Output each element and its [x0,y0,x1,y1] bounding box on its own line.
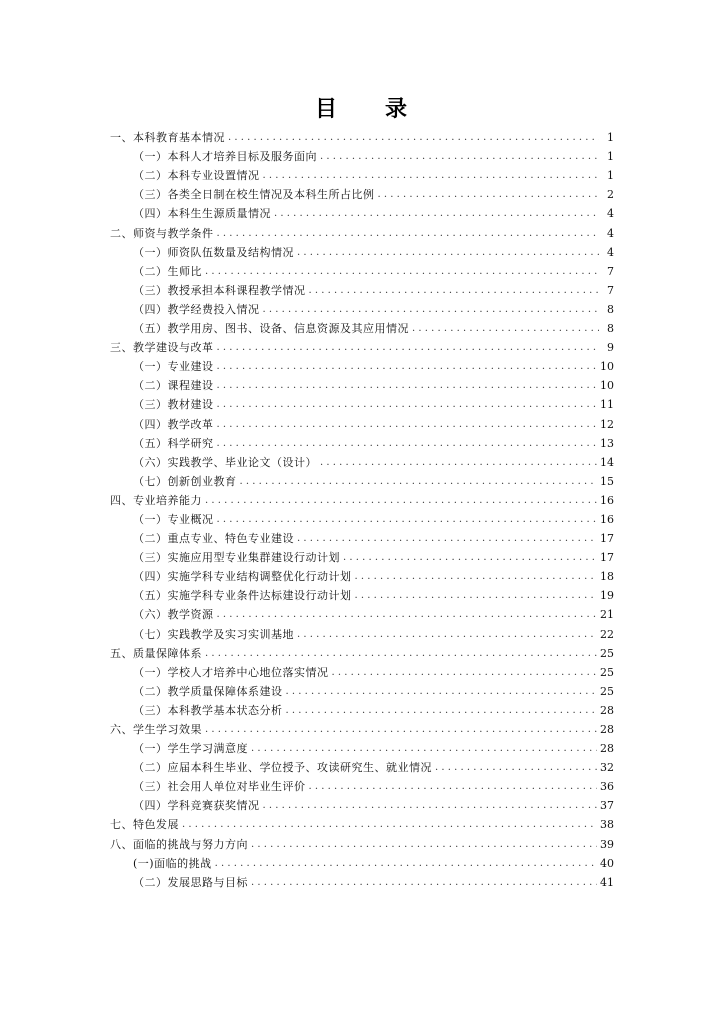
toc-title-char-2: 录 [385,97,410,122]
toc-entry-label: （二）生师比 [133,264,202,278]
toc-dot-leader [251,742,597,755]
toc-dot-leader [355,589,598,602]
toc-subsection-entry[interactable] [110,163,614,182]
toc-page-number: 9 [607,341,614,355]
toc-dot-leader [228,131,599,144]
toc-dot-leader [286,685,598,698]
toc-subsection-entry[interactable] [110,851,614,870]
toc-entry-label: （二）应届本科生毕业、学位授予、攻读研究生、就业情况 [133,761,432,775]
toc-entry-label: （二）重点专业、特色专业建设 [133,532,294,546]
toc-dot-leader [309,284,600,297]
toc-page-number: 22 [600,627,614,641]
toc-entry-label: （三）各类全日制在校生情况及本科生所占比例 [133,188,375,202]
toc-entry-label: （一）本科人才培养目标及服务面向 [133,150,317,164]
toc-dot-leader [320,456,597,469]
toc-entry-label: （五）科学研究 [133,436,214,450]
toc-dot-leader [320,150,599,163]
toc-dot-leader [215,857,597,870]
toc-entry-label: 六、学生学习效果 [110,723,202,736]
toc-page-number: 28 [600,723,614,736]
toc-page-number: 10 [600,379,614,393]
toc-section-entry[interactable] [110,641,614,660]
toc-section-entry[interactable] [110,812,614,831]
toc-entry-label: （三）教授承担本科课程教学情况 [133,283,306,297]
toc-dot-leader [251,838,597,851]
toc-dot-leader [217,341,600,354]
toc-section-entry[interactable] [110,831,614,850]
toc-page-number: 1 [607,150,614,164]
toc-subsection-entry[interactable] [110,698,614,717]
toc-subsection-entry[interactable] [110,870,614,889]
toc-dot-leader [263,169,600,182]
toc-page-number: 32 [600,761,614,775]
toc-dot-leader [263,799,598,812]
toc-dot-leader [217,227,600,240]
toc-page-number: 28 [600,742,614,756]
toc-entry-label: （一）专业建设 [133,360,214,374]
toc-page-number: 41 [600,875,614,889]
toc-page-number: 4 [607,245,614,259]
toc-dot-leader [217,418,598,431]
toc-entry-label: （四）实施学科专业结构调整优化行动计划 [133,570,352,584]
toc-page-number: 7 [607,283,614,297]
toc-entry-label: 二、师资与教学条件 [110,226,214,240]
toc-dot-leader [412,322,599,335]
toc-dot-leader [182,818,597,831]
toc-entry-label: （二）发展思路与目标 [133,875,248,889]
toc-section-entry[interactable] [110,488,614,507]
toc-subsection-entry[interactable] [110,469,614,488]
toc-entry-label: 一、本科教育基本情况 [110,131,225,145]
toc-entry-label: （四）教学改革 [133,417,214,431]
toc-entry-label: （六）实践教学、毕业论文（设计） [133,455,317,469]
toc-dot-leader [355,570,598,583]
toc-subsection-entry[interactable] [110,411,614,430]
toc-entry-label: （四）本科生生源质量情况 [133,207,271,221]
toc-subsection-entry[interactable] [110,182,614,201]
toc-page-number: 18 [600,570,614,584]
toc-subsection-entry[interactable] [110,755,614,774]
toc-page-number: 14 [600,455,614,469]
toc-dot-leader [205,723,597,736]
toc-page-number: 10 [600,360,614,374]
toc-subsection-entry[interactable] [110,736,614,755]
toc-page-number: 36 [600,780,614,794]
toc-page-number: 38 [600,818,614,832]
toc-page-number: 15 [600,474,614,488]
toc-entry-label: （二）课程建设 [133,379,214,393]
toc-section-entry[interactable] [110,125,614,144]
toc-dot-leader [286,704,598,717]
toc-subsection-entry[interactable] [110,621,614,640]
toc-page-number: 37 [600,799,614,813]
toc-dot-leader [263,303,600,316]
toc-entry-label: （七）实践教学及实习实训基地 [133,627,294,641]
toc-title [0,92,724,123]
toc-dot-leader [435,761,597,774]
toc-page-number: 1 [607,169,614,183]
toc-page-number: 21 [600,608,614,622]
toc-subsection-entry[interactable] [110,297,614,316]
toc-section-entry[interactable] [110,717,614,736]
toc-subsection-entry[interactable] [110,316,614,335]
toc-subsection-entry[interactable] [110,583,614,602]
toc-page-number: 7 [607,264,614,278]
toc-section-entry[interactable] [110,220,614,239]
toc-dot-leader [217,513,598,526]
toc-subsection-entry[interactable] [110,774,614,793]
toc-entry-label: （三）实施应用型专业集群建设行动计划 [133,551,340,565]
toc-dot-leader [205,494,597,507]
toc-subsection-entry[interactable] [110,793,614,812]
toc-entry-label: 八、面临的挑战与努力方向 [110,837,248,851]
toc-dot-leader [297,532,597,545]
toc-page-number: 8 [607,322,614,336]
toc-page-number: 39 [600,837,614,851]
toc-dot-leader [217,608,598,621]
toc-dot-leader [309,780,598,793]
toc-entry-label: （一）师资队伍数量及结构情况 [133,245,294,259]
toc-entry-label: (一)面临的挑战 [133,856,212,870]
toc-subsection-entry[interactable] [110,431,614,450]
toc-entry-label: （六）教学资源 [133,608,214,622]
toc-title-char-1: 目 [314,97,339,122]
toc-dot-leader [205,265,599,278]
toc-subsection-entry[interactable] [110,602,614,621]
toc-entry-label: （四）学科竞赛获奖情况 [133,799,260,813]
toc-dot-leader [297,628,597,641]
toc-subsection-entry[interactable] [110,507,614,526]
toc-subsection-entry[interactable] [110,545,614,564]
toc-dot-leader [217,437,598,450]
toc-page-number: 17 [600,532,614,546]
toc-subsection-entry[interactable] [110,201,614,220]
toc-section-entry[interactable] [110,335,614,354]
toc-dot-leader [378,188,600,201]
toc-dot-leader [205,647,597,660]
toc-entry-label: （三）教材建设 [133,398,214,412]
toc-dot-leader [343,551,597,564]
toc-page-number: 25 [600,665,614,679]
toc-page-number: 25 [600,646,614,660]
toc-entry-label: （五）实施学科专业条件达标建设行动计划 [133,589,352,603]
toc-page-number: 25 [600,684,614,698]
toc-entry-label: （三）社会用人单位对毕业生评价 [133,780,306,794]
toc-page-number: 13 [600,436,614,450]
toc-page-number: 11 [600,398,614,412]
table-of-contents [110,125,614,889]
toc-page-number: 28 [600,703,614,717]
toc-entry-label: 四、专业培养能力 [110,493,202,507]
toc-subsection-entry[interactable] [110,354,614,373]
toc-subsection-entry[interactable] [110,240,614,259]
toc-dot-leader [332,666,598,679]
toc-dot-leader [297,246,599,259]
toc-page-number: 40 [600,856,614,870]
toc-page-number: 8 [607,302,614,316]
toc-page-number: 2 [607,188,614,202]
toc-subsection-entry[interactable] [110,526,614,545]
toc-subsection-entry[interactable] [110,392,614,411]
toc-entry-label: 三、教学建设与改革 [110,341,214,355]
toc-dot-leader [274,207,599,220]
toc-entry-label: （一）专业概况 [133,512,214,526]
toc-page-number: 12 [600,417,614,431]
toc-subsection-entry[interactable] [110,278,614,297]
toc-subsection-entry[interactable] [110,564,614,583]
toc-page-number: 16 [600,512,614,526]
toc-subsection-entry[interactable] [110,450,614,469]
toc-entry-label: （二）教学质量保障体系建设 [133,684,283,698]
toc-page-number: 1 [607,131,614,145]
toc-entry-label: 五、质量保障体系 [110,646,202,660]
toc-entry-label: （七）创新创业教育 [133,474,237,488]
toc-dot-leader [217,379,598,392]
toc-page-number: 19 [600,589,614,603]
toc-page-number: 4 [607,226,614,240]
toc-entry-label: （二）本科专业设置情况 [133,169,260,183]
toc-dot-leader [217,360,598,373]
toc-page-number: 4 [607,207,614,221]
toc-subsection-entry[interactable] [110,144,614,163]
toc-dot-leader [251,876,597,889]
toc-dot-leader [217,398,598,411]
toc-entry-label: 七、特色发展 [110,818,179,832]
toc-entry-label: （一）学生学习满意度 [133,742,248,756]
toc-page-number: 17 [600,551,614,565]
toc-entry-label: （五）教学用房、图书、设备、信息资源及其应用情况 [133,322,409,336]
toc-entry-label: （一）学校人才培养中心地位落实情况 [133,665,329,679]
toc-dot-leader [240,475,598,488]
toc-subsection-entry[interactable] [110,660,614,679]
toc-subsection-entry[interactable] [110,259,614,278]
toc-page-number: 16 [600,493,614,507]
toc-subsection-entry[interactable] [110,679,614,698]
toc-entry-label: （三）本科教学基本状态分析 [133,703,283,717]
toc-entry-label: （四）教学经费投入情况 [133,302,260,316]
toc-subsection-entry[interactable] [110,373,614,392]
